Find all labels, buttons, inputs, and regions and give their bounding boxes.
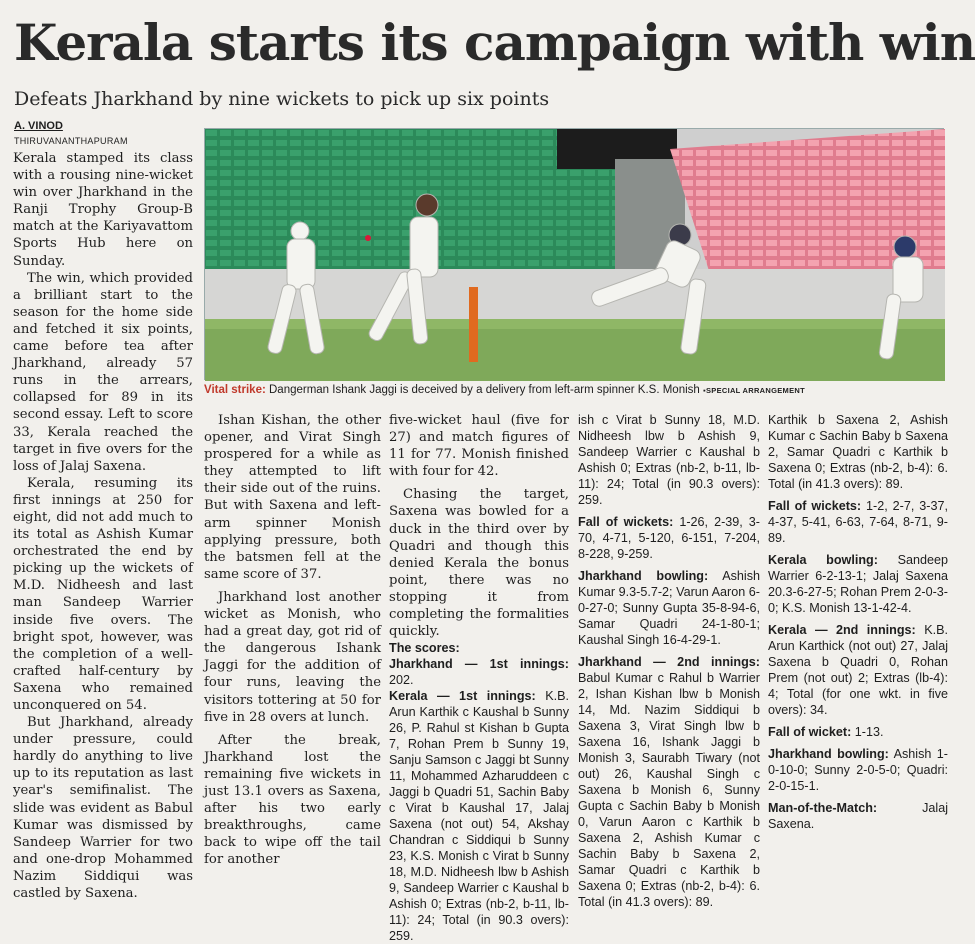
paragraph-2: The win, which provided a brilliant start to the season for the home side and fetched it six points, came before tea after Jharkhand, already 57 runs in the arrears, collapsed for 89 in its second essay. Left to score 33, Kerala reached the target in five overs for the loss of Jalaj Saxena.: [13, 270, 193, 474]
kerala-1st-innings: Kerala — 1st innings: K.B. Arun Karthik c Kaushal b Sunny 26, P. Rahul st Kishan b Gupta 7, Rohan Prem b Sunny 19, Sanju Samson c Jaggi bt Sunny 11, Mohammed Azharuddeen c Jaggi b Quadri 51, Sachin Baby c Virat b Kaushal 17, Jalaj Saxena (not out) 54, Akshay Chandran c Siddiqui b Sunny 23, K.S. Monish c Virat b Sunny 18, M.D. Nidheesh lbw b Ashish 9, Sandeep Warrier c Kaushal b Ashish 0; Extras (nb-2, b-11, lb-11): 24; Total (in 90.3 overs): 259.: [389, 689, 569, 944]
headline: Kerala starts its campaign with win: [14, 13, 975, 72]
column-3: [389, 412, 569, 944]
fall-of-wickets-2: Fall of wickets: 1-2, 2-7, 3-37, 4-37, 5-41, 6-63, 7-64, 8-71, 9-89.: [768, 499, 948, 545]
jharkhand-1st-innings: Jharkhand — 1st innings: 202.: [389, 657, 569, 688]
paragraph-6: Jharkhand lost another wicket as Monish, who had a great day, got rid of the dangerous Ishank Jaggi for the addition of four runs, leaving the visitors tottering at 50 for five in 28 overs at lunch.: [204, 589, 381, 725]
paragraph-9: Chasing the target, Saxena was bowled for a duck in the third over by Quadri and though this denied Kerala the bonus point, there was no stopping it from completing the formalities quickly.: [389, 487, 569, 640]
man-of-the-match: Man-of-the-Match: Jalaj Saxena.: [768, 801, 948, 831]
scores-heading: The scores:: [389, 641, 460, 656]
dateline: THIRUVANANTHAPURAM: [14, 136, 128, 146]
deck: Defeats Jharkhand by nine wickets to pick up six points: [14, 88, 550, 110]
paragraph-7: After the break, Jharkhand lost the remaining five wickets in just 13.1 overs as Saxena, after his two early breakthroughs, came back to wipe off the tail for another: [204, 732, 381, 868]
column-5: [768, 412, 948, 831]
jharkhand-bowling-1: Jharkhand bowling: Ashish Kumar 9.3-5.7-2; Varun Aaron 6-0-27-0; Sunny Gupta 35-8-94-6, Samar Quadri 24-1-80-1; Kaushal Singh 16-4-29-1.: [578, 569, 760, 647]
column-2: [204, 412, 381, 868]
fall-of-wicket-3: Fall of wicket: 1-13.: [768, 725, 884, 739]
caption-lead: Vital strike:: [204, 384, 266, 396]
fall-of-wickets-1: Fall of wickets: 1-26, 2-39, 3-70, 4-71, 5-120, 6-151, 7-204, 8-228, 9-259.: [578, 515, 760, 561]
photo-credit: ▪SPECIAL ARRANGEMENT: [703, 386, 805, 395]
jharkhand-2nd-innings: Jharkhand — 2nd innings: Babul Kumar c Rahul b Warrier 2, Ishan Kishan lbw b Monish 14, Md. Nazim Siddiqui b Saxena 3, Virat Singh lbw b Saxena 16, Ishank Jaggi b Monish 3, Saurabh Tiwary (not out) 26, Kaushal Singh c Saxena b Monish 6, Sunny Gupta c Sachin Baby b Monish 0, Varun Aaron c Karthik b Saxena 2, Ashish Kumar c Sachin Baby b Saxena 2, Samar Quadri c Karthik b Saxena 0; Extras (nb-2, b-4): 6. Total (in 41.3 overs): 89.: [578, 655, 760, 909]
column-4: [578, 412, 760, 909]
column-1: [13, 150, 193, 902]
paragraph-4: But Jharkhand, already under pressure, could hardly do anything to live up to its reputation as last year's semifinalist. The slide was evident as Babul Kumar was dismissed by Sandeep Warrier for two and one-drop Mohammed Nazim Siddiqui was castled by Saxena.: [13, 715, 193, 902]
kerala-bowling: Kerala bowling: Sandeep Warrier 6-2-13-1; Jalaj Saxena 20.3-6-27-5; Rohan Prem 2-0-3-0; K.S. Monish 13-1-42-4.: [768, 553, 948, 615]
caption-text: Dangerman Ishank Jaggi is deceived by a delivery from left-arm spinner K.S. Monish: [265, 384, 703, 396]
photo-caption: [204, 384, 944, 396]
paragraph-1: Kerala stamped its class with a rousing nine-wicket win over Jharkhand in the Ranji Trophy Group-B match at the Kariyavattom Sports Hub here on Sunday.: [13, 151, 193, 269]
match-photo: [204, 128, 944, 380]
kerala-2nd-innings: Kerala — 2nd innings: K.B. Arun Karthick (not out) 27, Jalaj Saxena b Quadri 0, Rohan Prem (not out) 2; Extras (lb-4): 4; Total (for one wkt. in five overs): 34.: [768, 623, 948, 717]
paragraph-8: five-wicket haul (five for 27) and match figures of 11 for 77. Monish finished with four for 42.: [389, 413, 569, 480]
byline: A. VINOD: [14, 120, 63, 132]
paragraph-3: Kerala, resuming its first innings at 250 for eight, did not add much to its total as Ashish Kumar orchestrated the end by picking up the wickets of M.D. Nidheesh and last man Sandeep Warrier inside five overs. The bright spot, however, was the completion of a well-crafted half-century by Saxena who remained unconquered on 54.: [13, 475, 193, 713]
kerala-1st-innings-cont: ish c Virat b Sunny 18, M.D. Nidheesh lbw b Ashish 9, Sandeep Warrier c Kaushal b Ashish 0; Extras (nb-2, b-11, lb-11): 24; Total (in 90.3 overs): 259.: [578, 413, 760, 507]
jharkhand-2nd-innings-cont: Karthik b Saxena 2, Ashish Kumar c Sachin Baby b Saxena 2, Samar Quadri c Karthik b Saxena 0; Extras (nb-2, b-4): 6. Total (in 41.3 overs): 89.: [768, 413, 948, 491]
jharkhand-bowling-2: Jharkhand bowling: Ashish 1-0-10-0; Sunny 2-0-5-0; Quadri: 2-0-15-1.: [768, 747, 948, 793]
paragraph-5: Ishan Kishan, the other opener, and Virat Singh prospered for a while as they attempted to lift their side out of the ruins. But with Saxena and left-arm spinner Monish applying pressure, both the batsmen fell at the same score of 37.: [204, 413, 381, 582]
